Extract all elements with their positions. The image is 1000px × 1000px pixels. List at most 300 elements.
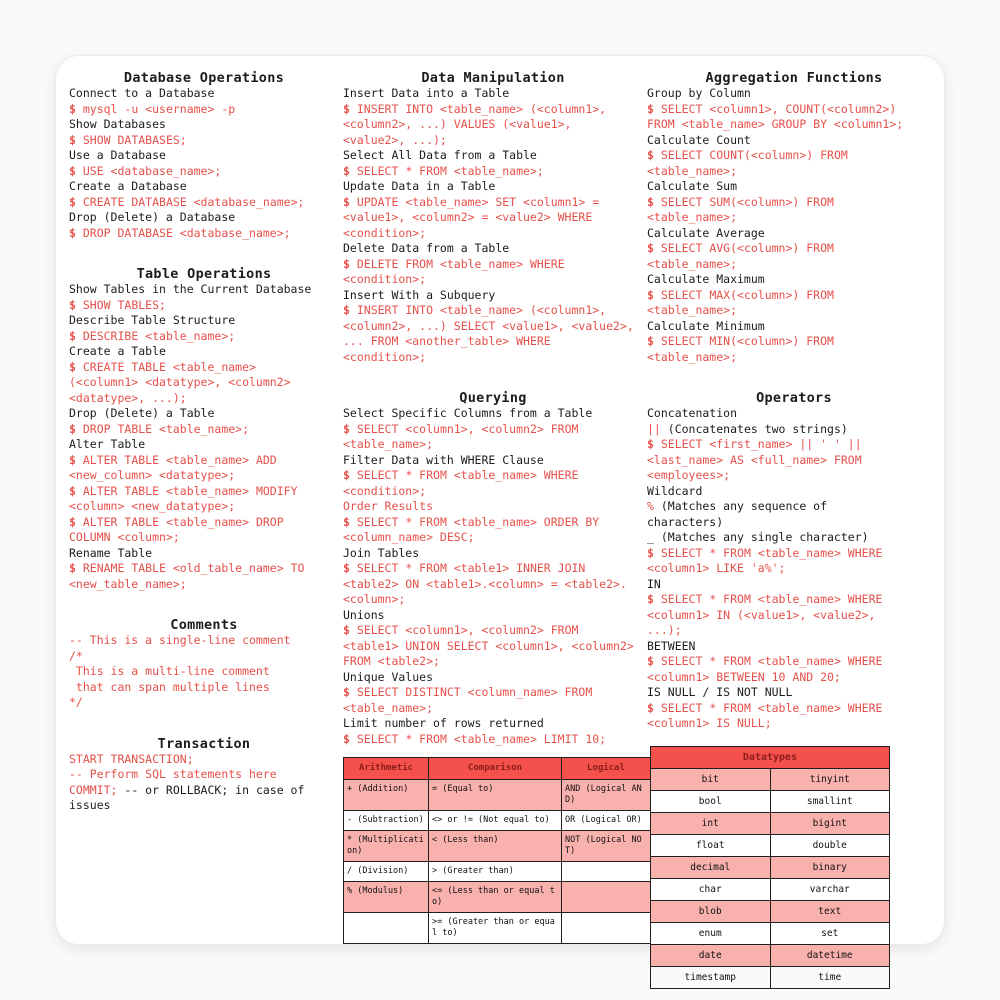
text-line	[69, 468, 339, 484]
prompt-symbol: $	[69, 328, 76, 343]
text-line	[647, 257, 941, 273]
text-line	[343, 453, 643, 469]
text-line	[69, 102, 339, 118]
code-text: USE <database_name>;	[75, 163, 222, 178]
table-cell: blob	[651, 900, 771, 922]
prompt-symbol: $	[69, 101, 76, 116]
text-line	[343, 210, 643, 226]
text-line	[69, 406, 339, 422]
text-line	[647, 350, 941, 366]
code-text: <last_name> AS <full_name> FROM	[647, 452, 862, 467]
text-line	[647, 179, 941, 195]
prompt-symbol: $	[69, 421, 76, 436]
text-line	[69, 391, 339, 407]
label-text: Calculate Average	[647, 225, 765, 240]
prompt-symbol: $	[343, 685, 350, 699]
prompt-symbol: $	[647, 241, 654, 255]
text-line	[647, 608, 941, 624]
operators-table-header-arithmetic: Arithmetic	[344, 758, 429, 780]
text-line	[343, 484, 643, 500]
text-line	[647, 334, 941, 350]
text-line	[647, 623, 941, 639]
text-line	[69, 546, 339, 562]
table-cell: % (Modulus)	[344, 882, 429, 913]
section-title-data-manipulation: Data Manipulation	[421, 70, 565, 86]
label-text: Show Tables in the Current Database	[69, 282, 312, 296]
text-line	[343, 226, 643, 242]
code-text: FROM <table2>;	[343, 654, 440, 668]
table-cell: * (Multiplication)	[344, 831, 429, 862]
code-text: COMMIT;	[69, 782, 118, 797]
table-cell: + (Addition)	[344, 780, 429, 811]
code-text: that can span multiple lines	[69, 679, 270, 694]
code-text: This is a multi-line comment	[69, 664, 270, 678]
prompt-symbol: $	[69, 225, 76, 240]
label-text: (Matches any sequence of	[653, 499, 828, 513]
text-line	[343, 515, 643, 531]
code-text: INSERT INTO <table_name> (<column1>,	[349, 101, 607, 116]
sql-cheatsheet-card	[55, 55, 945, 983]
table-cell: <> or != (Not equal to)	[429, 811, 562, 831]
code-text: SELECT * FROM <table_name> WHERE	[653, 592, 883, 606]
text-line	[69, 664, 339, 680]
label-text: issues	[69, 798, 111, 812]
table-cell: double	[770, 834, 890, 856]
text-line	[647, 288, 941, 304]
text-line	[647, 701, 941, 717]
table-cell: <= (Less than or equal to)	[429, 882, 562, 913]
prompt-symbol: $	[343, 303, 350, 317]
text-line	[647, 86, 941, 102]
column-manipulation-querying	[343, 70, 643, 938]
text-line	[343, 117, 643, 133]
label-text: (Concatenates two strings)	[660, 421, 848, 436]
operators-table-header-comparison: Comparison	[429, 758, 562, 780]
code-text: Order Results	[343, 499, 434, 513]
code-text: <column1> IS NULL;	[647, 716, 772, 730]
code-text: <table_name>;	[647, 163, 738, 178]
text-line	[343, 133, 643, 149]
table-cell	[562, 882, 651, 913]
text-line	[647, 639, 941, 655]
code-text: <column1> BETWEEN 10 AND 20;	[647, 669, 841, 684]
label-text: Rename Table	[69, 545, 153, 560]
operators-table	[343, 757, 651, 944]
text-line	[69, 515, 339, 531]
code-text: <column> <new_datatype>;	[69, 499, 236, 513]
text-line	[343, 257, 643, 273]
code-text: ALTER TABLE <table_name> ADD	[75, 452, 277, 467]
code-text: */	[69, 695, 83, 709]
text-line	[647, 685, 941, 701]
code-text: SELECT MAX(<column>) FROM	[653, 287, 834, 302]
text-line	[69, 133, 339, 149]
table-row	[344, 913, 651, 944]
text-line	[647, 515, 941, 531]
code-text: SELECT * FROM <table_name>;	[349, 163, 544, 178]
table-cell: tinyint	[770, 768, 890, 790]
text-line	[343, 732, 643, 748]
table-cell: datetime	[770, 944, 890, 966]
text-line	[343, 577, 643, 593]
column-database-table-ops	[69, 70, 339, 930]
label-text: characters)	[647, 514, 724, 529]
table-cell: varchar	[770, 878, 890, 900]
label-text: Calculate Sum	[647, 179, 738, 193]
code-text: SELECT AVG(<column>) FROM	[653, 241, 834, 255]
text-line	[343, 701, 643, 717]
code-text: ... FROM <another_table> WHERE	[343, 334, 551, 348]
code-text: <new_column> <datatype>;	[69, 468, 236, 482]
label-text: BETWEEN	[647, 638, 696, 653]
text-line	[647, 272, 941, 288]
prompt-symbol: $	[647, 700, 654, 715]
text-line	[647, 499, 941, 515]
code-text: SELECT MIN(<column>) FROM	[653, 334, 834, 348]
label-text: Group by Column	[647, 86, 751, 100]
prompt-symbol: $	[647, 101, 654, 116]
text-line	[343, 561, 643, 577]
table-row	[344, 831, 651, 862]
text-line	[69, 484, 339, 500]
prompt-symbol: $	[647, 545, 654, 560]
table-cell: >= (Greater than or equal to)	[429, 913, 562, 944]
prompt-symbol: $	[343, 468, 350, 482]
code-text: DROP DATABASE <database_name>;	[75, 225, 291, 240]
code-text: <condition>;	[343, 349, 427, 364]
label-text: -- or ROLLBACK; in case of	[117, 782, 305, 797]
code-text: <table_name>;	[647, 210, 738, 224]
code-text: -- This is a single-line comment	[69, 633, 291, 647]
label-text: Insert Data into a Table	[343, 86, 510, 100]
text-line	[343, 303, 643, 319]
text-line	[69, 226, 339, 242]
text-line	[647, 133, 941, 149]
label-text: Describe Table Structure	[69, 313, 236, 327]
column-aggregation-operators	[647, 70, 941, 983]
table-cell: int	[651, 812, 771, 834]
table-cell: float	[651, 834, 771, 856]
text-line	[69, 649, 339, 665]
code-text: <condition>;	[343, 483, 427, 498]
label-text: Drop (Delete) a Table	[69, 406, 215, 420]
table-cell: < (Less than)	[429, 831, 562, 862]
text-line	[343, 592, 643, 608]
code-text: SELECT <column1>, COUNT(<column2>)	[653, 101, 897, 116]
code-text: SHOW DATABASES;	[75, 132, 187, 147]
table-row	[651, 790, 890, 812]
code-text: <datatype>, ...);	[69, 390, 187, 405]
code-text: <column_name> DESC;	[343, 530, 475, 544]
table-row	[651, 922, 890, 944]
label-text: Alter Table	[69, 437, 146, 451]
table-cell	[562, 862, 651, 882]
prompt-symbol: $	[343, 623, 350, 637]
code-text: <table_name>;	[343, 700, 434, 715]
text-line	[343, 319, 643, 335]
text-line	[69, 329, 339, 345]
label-text: Calculate Minimum	[647, 318, 765, 333]
code-text: ||	[647, 421, 661, 436]
text-line	[69, 164, 339, 180]
text-line	[69, 453, 339, 469]
label-text: Connect to a Database	[69, 86, 215, 100]
text-line	[343, 468, 643, 484]
text-line	[343, 164, 643, 180]
label-text: Select Specific Columns from a Table	[343, 406, 593, 420]
section-title-aggregation-functions: Aggregation Functions	[705, 70, 883, 86]
text-line	[647, 303, 941, 319]
text-line	[69, 695, 339, 711]
label-text: Use a Database	[69, 148, 166, 162]
label-text: _ (Matches any single character)	[647, 530, 869, 544]
label-text: Show Databases	[69, 117, 166, 131]
section-title-comments: Comments	[170, 617, 238, 633]
text-line	[647, 406, 941, 422]
text-line	[69, 313, 339, 329]
code-text: RENAME TABLE <old_table_name> TO	[75, 561, 305, 575]
code-text: FROM <table_name> GROUP BY <column1>;	[647, 117, 904, 131]
code-text: <table_name>;	[343, 437, 434, 451]
table-cell: NOT (Logical NOT)	[562, 831, 651, 862]
text-line	[69, 561, 339, 577]
table-row	[651, 944, 890, 966]
text-line	[647, 210, 941, 226]
table-row	[651, 834, 890, 856]
datatypes-table	[650, 746, 890, 989]
code-text: ...);	[647, 623, 682, 637]
table-cell: bool	[651, 790, 771, 812]
code-text: SELECT * FROM <table_name> WHERE	[653, 545, 883, 560]
text-line	[647, 577, 941, 593]
text-line	[69, 437, 339, 453]
code-text: DELETE FROM <table_name> WHERE	[349, 256, 565, 271]
table-cell: date	[651, 944, 771, 966]
text-line	[647, 102, 941, 118]
prompt-symbol: $	[343, 101, 350, 116]
table-row	[651, 878, 890, 900]
table-cell: time	[770, 966, 890, 988]
section-title-querying: Querying	[459, 390, 527, 406]
text-line	[69, 298, 339, 314]
code-text: SELECT * FROM <table_name> WHERE	[653, 700, 883, 715]
label-text: Create a Table	[69, 344, 166, 358]
code-text: -- Perform SQL statements here	[69, 767, 277, 781]
text-line	[647, 195, 941, 211]
text-line	[343, 179, 643, 195]
code-text: /*	[69, 648, 83, 663]
text-line	[647, 319, 941, 335]
table-cell: bigint	[770, 812, 890, 834]
text-line	[343, 195, 643, 211]
text-line	[69, 422, 339, 438]
text-line	[647, 117, 941, 133]
text-line	[69, 633, 339, 649]
code-text: <column>;	[343, 592, 406, 606]
text-line	[343, 406, 643, 422]
text-line	[69, 360, 339, 376]
text-line	[647, 422, 941, 438]
prompt-symbol: $	[343, 421, 350, 436]
label-text: Select All Data from a Table	[343, 148, 537, 162]
table-cell: AND (Logical AND)	[562, 780, 651, 811]
label-text: Delete Data from a Table	[343, 241, 510, 255]
text-line	[69, 344, 339, 360]
text-line	[647, 530, 941, 546]
text-line	[69, 499, 339, 515]
prompt-symbol: $	[69, 359, 76, 374]
prompt-symbol: $	[69, 452, 76, 467]
text-line	[647, 241, 941, 257]
table-cell: / (Division)	[344, 862, 429, 882]
prompt-symbol: $	[647, 437, 654, 451]
code-text: <value2>, ...);	[343, 132, 447, 147]
table-cell: enum	[651, 922, 771, 944]
text-line	[69, 752, 339, 768]
label-text: Calculate Count	[647, 132, 751, 147]
text-line	[647, 546, 941, 562]
code-text: <table_name>;	[647, 303, 738, 317]
section-title-transaction: Transaction	[157, 735, 251, 752]
table-cell: decimal	[651, 856, 771, 878]
table-row	[651, 768, 890, 790]
label-text: Drop (Delete) a Database	[69, 210, 236, 224]
prompt-symbol: $	[647, 194, 654, 209]
text-line	[647, 484, 941, 500]
table-cell: > (Greater than)	[429, 862, 562, 882]
text-line	[343, 623, 643, 639]
code-text: START TRANSACTION;	[69, 751, 194, 766]
code-text: mysql -u <username> -p	[75, 101, 236, 116]
code-text: SELECT * FROM <table1> INNER JOIN	[349, 561, 586, 575]
prompt-symbol: $	[647, 287, 654, 302]
table-row	[344, 882, 651, 913]
code-text: <condition>;	[343, 272, 427, 286]
code-text: <table1> UNION SELECT <column1>, <column2>	[343, 638, 634, 653]
label-text: Update Data in a Table	[343, 179, 496, 193]
text-line	[647, 468, 941, 484]
text-line	[69, 195, 339, 211]
text-line	[647, 592, 941, 608]
prompt-symbol: $	[343, 194, 350, 209]
prompt-symbol: $	[69, 194, 76, 209]
table-cell: char	[651, 878, 771, 900]
label-text: Filter Data with WHERE Clause	[343, 452, 544, 467]
prompt-symbol: $	[69, 561, 76, 575]
code-text: <table_name>;	[647, 349, 738, 364]
text-line	[69, 375, 339, 391]
code-text: SELECT * FROM <table_name> WHERE	[349, 468, 579, 482]
text-line	[343, 437, 643, 453]
table-cell	[344, 913, 429, 944]
text-line	[343, 716, 643, 732]
text-line	[69, 179, 339, 195]
code-text: <employees>;	[647, 468, 731, 482]
table-row	[651, 812, 890, 834]
code-text: %	[647, 499, 654, 513]
text-line	[343, 350, 643, 366]
prompt-symbol: $	[69, 483, 76, 498]
prompt-symbol: $	[69, 132, 76, 147]
text-line	[647, 654, 941, 670]
code-text: SELECT SUM(<column>) FROM	[653, 194, 834, 209]
text-line	[343, 241, 643, 257]
prompt-symbol: $	[69, 163, 76, 178]
table-cell: text	[770, 900, 890, 922]
text-line	[69, 86, 339, 102]
table-row	[344, 862, 651, 882]
table-row	[651, 966, 890, 988]
code-text: <value1>, <column2> = <value2> WHERE	[343, 210, 593, 224]
section-title-database-operations: Database Operations	[123, 70, 285, 86]
label-text: Unique Values	[343, 669, 434, 684]
prompt-symbol: $	[343, 731, 350, 746]
prompt-symbol: $	[647, 148, 654, 162]
prompt-symbol: $	[343, 514, 350, 529]
prompt-symbol: $	[69, 514, 76, 529]
code-text: SELECT COUNT(<column>) FROM	[653, 148, 848, 162]
prompt-symbol: $	[343, 163, 350, 178]
prompt-symbol: $	[647, 334, 654, 348]
text-line	[69, 210, 339, 226]
code-text: CREATE TABLE <table_name>	[75, 359, 256, 374]
prompt-symbol: $	[343, 561, 350, 575]
table-cell: timestamp	[651, 966, 771, 988]
label-text: Limit number of rows returned	[343, 716, 544, 730]
table-cell: - (Subtraction)	[344, 811, 429, 831]
text-line	[343, 639, 643, 655]
text-line	[647, 437, 941, 453]
text-line	[69, 798, 339, 814]
code-text: INSERT INTO <table_name> (<column1>,	[349, 303, 607, 317]
code-text: SELECT <first_name> || ' ' ||	[653, 437, 862, 451]
text-line	[647, 164, 941, 180]
prompt-symbol: $	[647, 654, 654, 668]
label-text: Calculate Maximum	[647, 272, 765, 286]
table-cell: set	[770, 922, 890, 944]
text-line	[343, 546, 643, 562]
text-line	[69, 680, 339, 696]
section-title-operators: Operators	[756, 390, 832, 406]
text-line	[647, 561, 941, 577]
label-text: IS NULL / IS NOT NULL	[647, 685, 793, 699]
code-text: SELECT <column1>, <column2> FROM	[349, 623, 579, 637]
table-cell	[562, 913, 651, 944]
table-cell: = (Equal to)	[429, 780, 562, 811]
text-line	[343, 670, 643, 686]
table-cell: bit	[651, 768, 771, 790]
code-text: <column1> IN (<value1>, <value2>,	[647, 607, 876, 622]
code-text: SHOW TABLES;	[75, 297, 166, 312]
prompt-symbol: $	[647, 592, 654, 606]
text-line	[69, 117, 339, 133]
label-text: Concatenation	[647, 406, 738, 420]
label-text: Wildcard	[647, 483, 703, 498]
text-line	[647, 670, 941, 686]
code-text: SELECT DISTINCT <column_name> FROM	[349, 685, 593, 699]
table-row	[651, 900, 890, 922]
text-line	[69, 767, 339, 783]
text-line	[69, 783, 339, 799]
text-line	[343, 86, 643, 102]
text-line	[343, 530, 643, 546]
text-line	[343, 654, 643, 670]
code-text: ALTER TABLE <table_name> MODIFY	[75, 483, 298, 498]
datatypes-table-header: Datatypes	[651, 746, 890, 768]
label-text: Unions	[343, 607, 385, 622]
code-text: SELECT <column1>, <column2> FROM	[349, 421, 579, 436]
text-line	[69, 577, 339, 593]
